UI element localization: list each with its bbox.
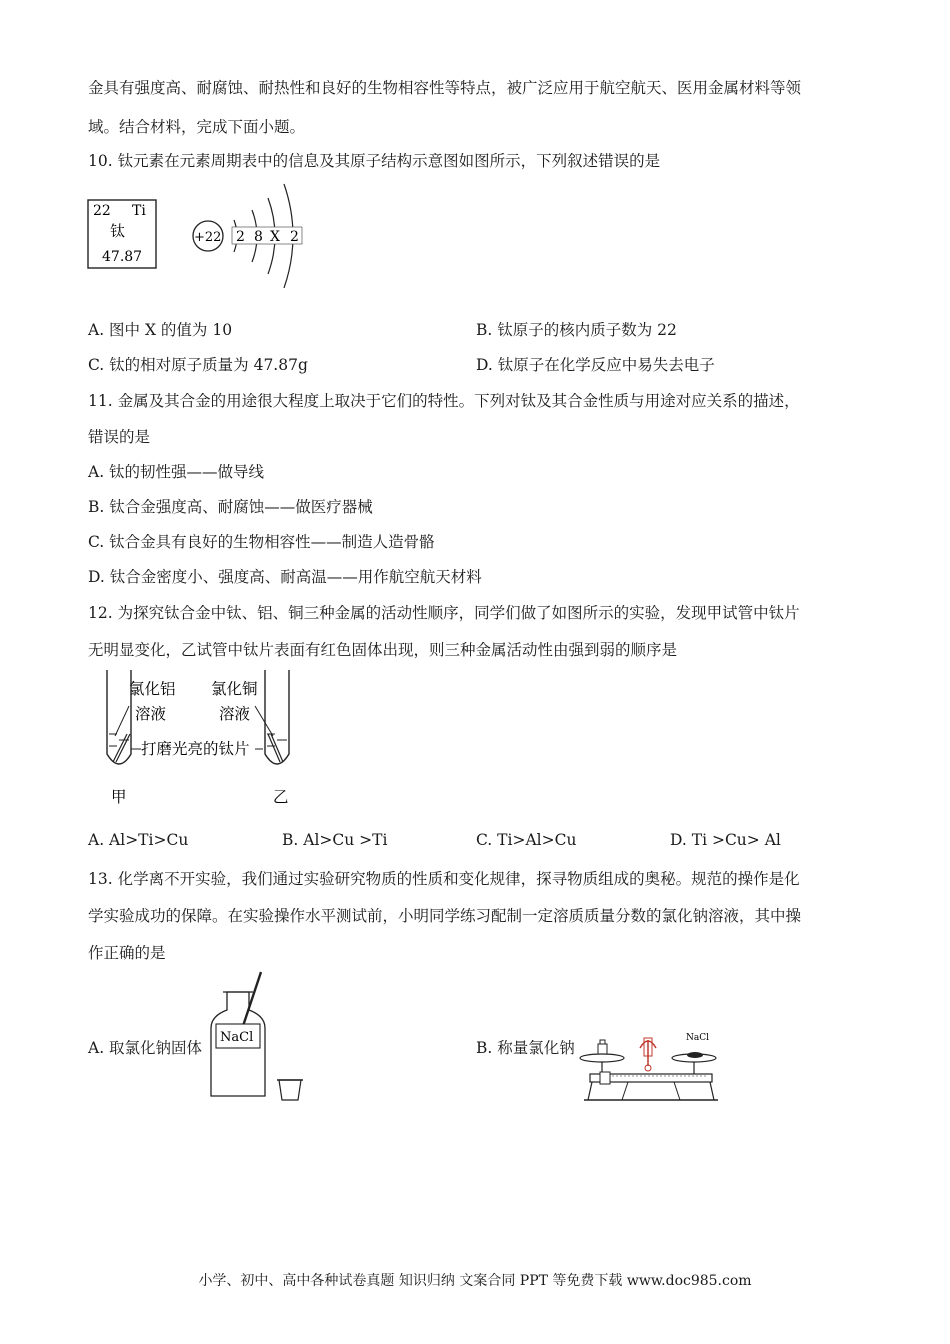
label-solution-right: 溶液 <box>219 705 251 723</box>
atom-structure-diagram <box>193 184 302 288</box>
label-solution-left: 溶液 <box>135 705 167 723</box>
element-name: 钛 <box>110 222 126 240</box>
q10-stem: 10. 钛元素在元素周期表中的信息及其原子结构示意图如图所示，下列叙述错误的是 <box>88 152 661 170</box>
shell-3-electrons: X <box>270 229 280 245</box>
q13-option-b[interactable]: B. 称量氯化钠 <box>476 1039 575 1057</box>
q12-option-b[interactable]: B. Al>Cu >Ti <box>282 831 388 849</box>
q13-stem-line-3: 作正确的是 <box>88 944 166 962</box>
element-card <box>88 200 156 268</box>
label-copper-chloride: 氯化铜 <box>211 680 258 698</box>
q12-option-c[interactable]: C. Ti>Al>Cu <box>476 831 577 849</box>
q10-option-a[interactable]: A. 图中 X 的值为 10 <box>88 321 233 339</box>
q10-option-b[interactable]: B. 钛原子的核内质子数为 22 <box>476 321 677 339</box>
q11-stem-line-2: 错误的是 <box>88 428 151 446</box>
q11-stem-line-1: 11. 金属及其合金的用途很大程度上取决于它们的特性。下列对钛及其合金性质与用途对应关系的描述， <box>88 392 800 410</box>
q10-option-d[interactable]: D. 钛原子在化学反应中易失去电子 <box>476 356 715 374</box>
q12-option-a[interactable]: A. Al>Ti>Cu <box>88 831 189 849</box>
q10-option-c[interactable]: C. 钛的相对原子质量为 47.87g <box>88 356 308 374</box>
q10-figure <box>80 178 320 288</box>
element-number: 22 <box>93 203 111 219</box>
shell-2-electrons: 8 <box>254 229 263 245</box>
q11-option-d[interactable]: D. 钛合金密度小、强度高、耐高温——用作航空航天材料 <box>88 568 482 586</box>
q13-option-a[interactable]: A. 取氯化钠固体 <box>88 1039 203 1057</box>
intro-line-2: 域。结合材料，完成下面小题。 <box>88 118 306 136</box>
q12-test-tube-figure <box>95 664 305 814</box>
q13-stem-line-2: 学实验成功的保障。在实验操作水平测试前，小明同学练习配制一定溶质质量分数的氯化钠溶液，其中操 <box>88 907 802 925</box>
label-tube-yi: 乙 <box>273 788 289 806</box>
element-symbol: Ti <box>132 203 146 219</box>
shell-4-electrons: 2 <box>290 229 299 245</box>
bottle-label-nacl: NaCl <box>220 1030 254 1045</box>
q11-option-b[interactable]: B. 钛合金强度高、耐腐蚀——做医疗器械 <box>88 498 373 516</box>
test-tube-yi <box>265 670 289 764</box>
label-tube-jia: 甲 <box>111 788 127 806</box>
label-aluminum-chloride: 氯化铝 <box>129 680 176 698</box>
nucleus-charge: +22 <box>194 230 222 245</box>
label-titanium-strip: 打磨光亮的钛片 <box>141 740 250 758</box>
q11-option-a[interactable]: A. 钛的韧性强——做导线 <box>88 463 265 481</box>
q13-stem-line-1: 13. 化学离不开实验，我们通过实验研究物质的性质和变化规律，探寻物质组成的奥秘。规范的操作是化 <box>88 870 800 888</box>
q13-figure-a-reagent-bottle <box>203 966 323 1106</box>
intro-line-1: 金具有强度高、耐腐蚀、耐热性和良好的生物相容性等特点，被广泛应用于航空航天、医用金属材料等领 <box>88 79 802 97</box>
test-tube-jia <box>107 670 131 764</box>
balance-label-nacl: NaCl <box>686 1033 710 1043</box>
q11-option-c[interactable]: C. 钛合金具有良好的生物相容性——制造人造骨骼 <box>88 533 435 551</box>
q13-figure-b-balance <box>578 1022 723 1106</box>
shell-1-electrons: 2 <box>236 229 245 245</box>
page-footer: 小学、初中、高中各种试卷真题 知识归纳 文案合同 PPT 等免费下载 www.doc985.com <box>198 1273 752 1289</box>
q12-option-d[interactable]: D. Ti >Cu> Al <box>670 831 781 849</box>
q12-stem-line-1: 12. 为探究钛合金中钛、铝、铜三种金属的活动性顺序，同学们做了如图所示的实验，发现甲试管中钛片 <box>88 604 800 622</box>
q12-stem-line-2: 无明显变化，乙试管中钛片表面有红色固体出现，则三种金属活动性由强到弱的顺序是 <box>88 641 678 659</box>
element-mass: 47.87 <box>102 249 143 265</box>
